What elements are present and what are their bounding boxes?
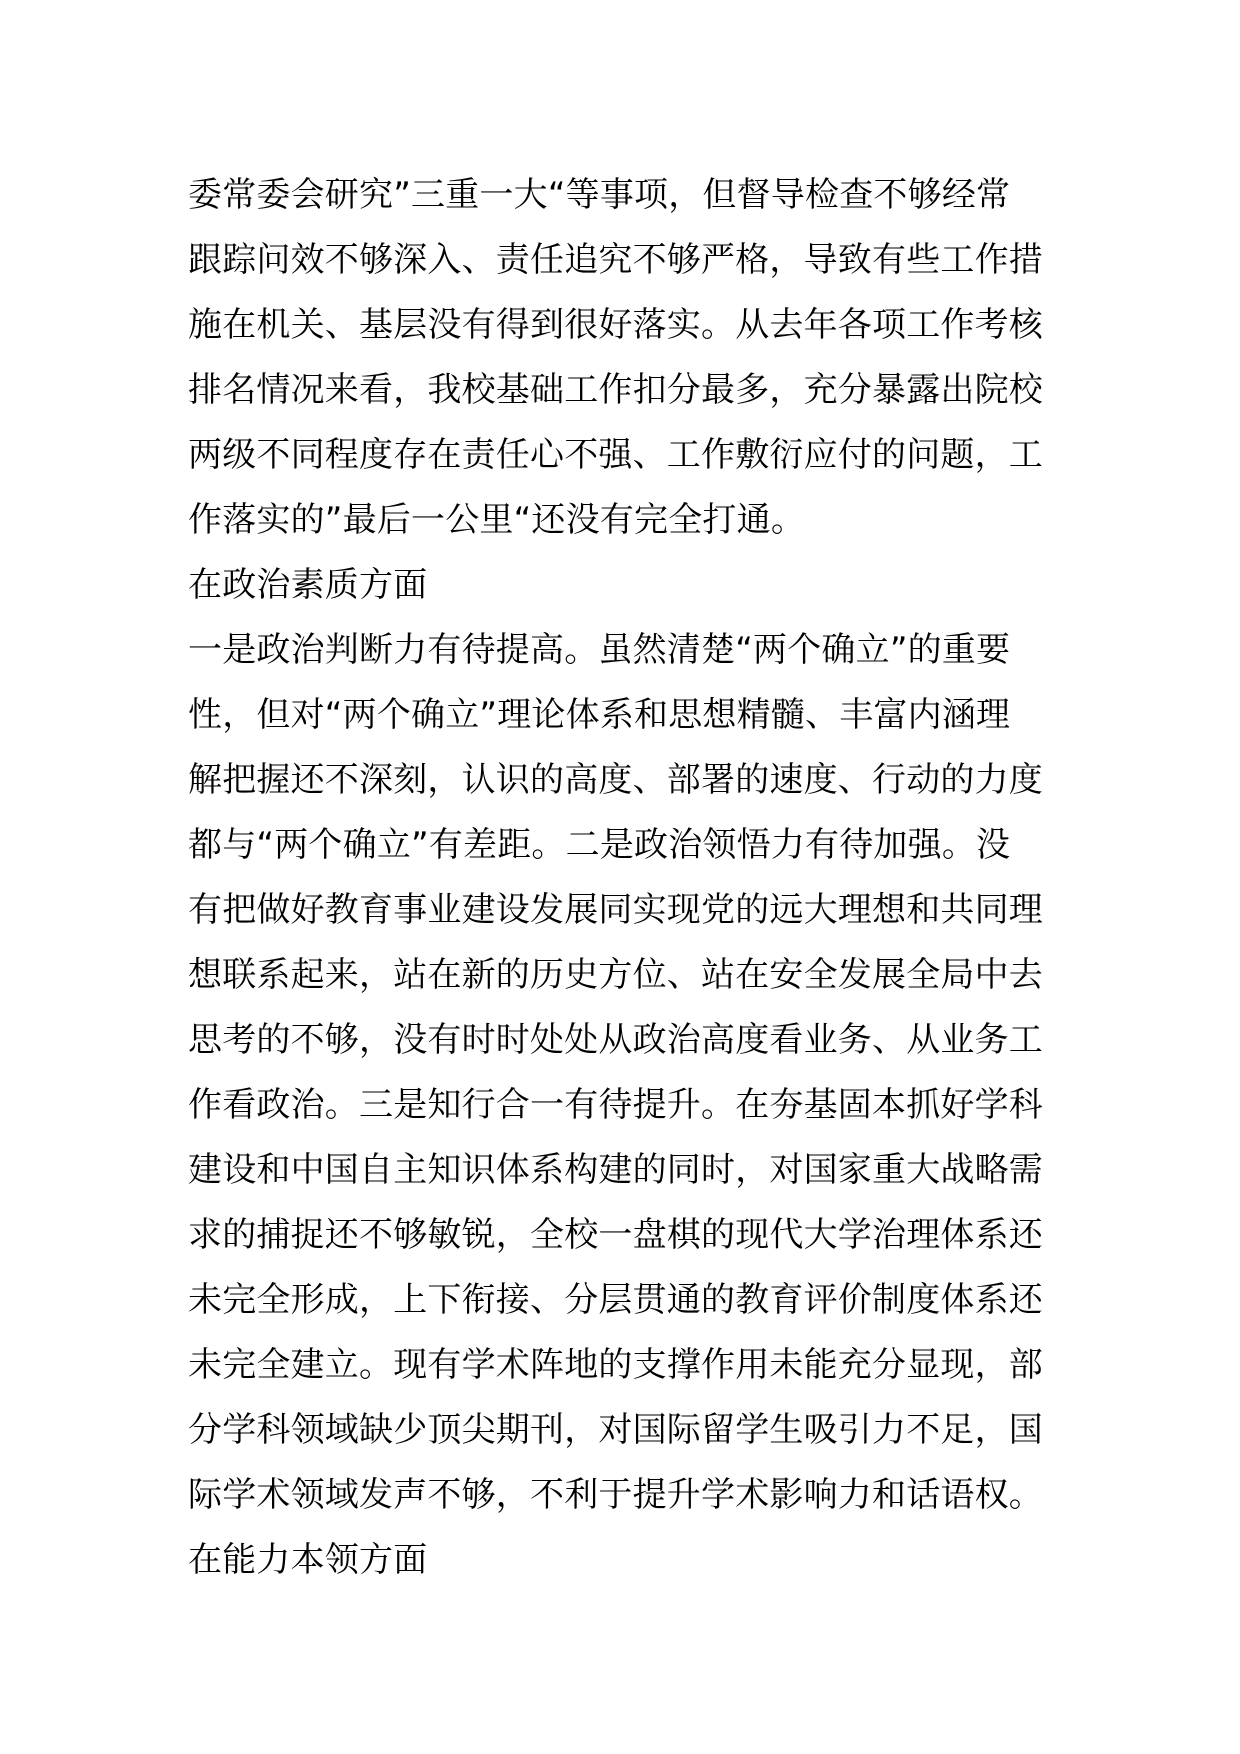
text-line: 跟踪问效不够深入、责任追究不够严格，导致有些工作措 [188, 240, 1043, 280]
text-line: 两级不同程度存在责任心不强、工作敷衍应付的问题，工 [188, 435, 1043, 475]
text-line: 一是政治判断力有待提高。虽然清楚“两个确立”的重要 [188, 630, 1011, 670]
text-line: 未完全建立。现有学术阵地的支撑作用未能充分显现，部 [188, 1345, 1043, 1385]
text-line: 委常委会研究”三重一大“等事项，但督导检查不够经常 [188, 175, 1011, 215]
text-line: 求的捕捉还不够敏锐，全校一盘棋的现代大学治理体系还 [188, 1215, 1043, 1255]
text-line: 建设和中国自主知识体系构建的同时，对国家重大战略需 [188, 1150, 1043, 1190]
text-line: 想联系起来，站在新的历史方位、站在安全发展全局中去 [188, 955, 1043, 995]
text-line: 都与“两个确立”有差距。二是政治领悟力有待加强。没 [188, 825, 1011, 865]
text-line: 思考的不够，没有时时处处从政治高度看业务、从业务工 [188, 1020, 1043, 1060]
text-line: 作落实的”最后一公里“还没有完全打通。 [188, 500, 806, 540]
section-heading: 在政治素质方面 [188, 565, 428, 605]
text-line: 作看政治。三是知行合一有待提升。在夯基固本抓好学科 [188, 1085, 1043, 1125]
text-line: 施在机关、基层没有得到很好落实。从去年各项工作考核 [188, 305, 1043, 345]
text-line: 排名情况来看，我校基础工作扣分最多，充分暴露出院校 [188, 370, 1043, 410]
section-heading: 在能力本领方面 [188, 1540, 428, 1580]
text-line: 有把做好教育事业建设发展同实现党的远大理想和共同理 [188, 890, 1043, 930]
text-line: 性，但对“两个确立”理论体系和思想精髓、丰富内涵理 [188, 695, 1011, 735]
text-line: 解把握还不深刻，认识的高度、部署的速度、行动的力度 [188, 760, 1043, 800]
text-line: 分学科领域缺少顶尖期刊，对国际留学生吸引力不足，国 [188, 1410, 1043, 1450]
text-line: 未完全形成，上下衔接、分层贯通的教育评价制度体系还 [188, 1280, 1043, 1320]
text-line: 际学术领域发声不够，不利于提升学术影响力和话语权。 [188, 1475, 1043, 1515]
document-body [188, 163, 1056, 1593]
